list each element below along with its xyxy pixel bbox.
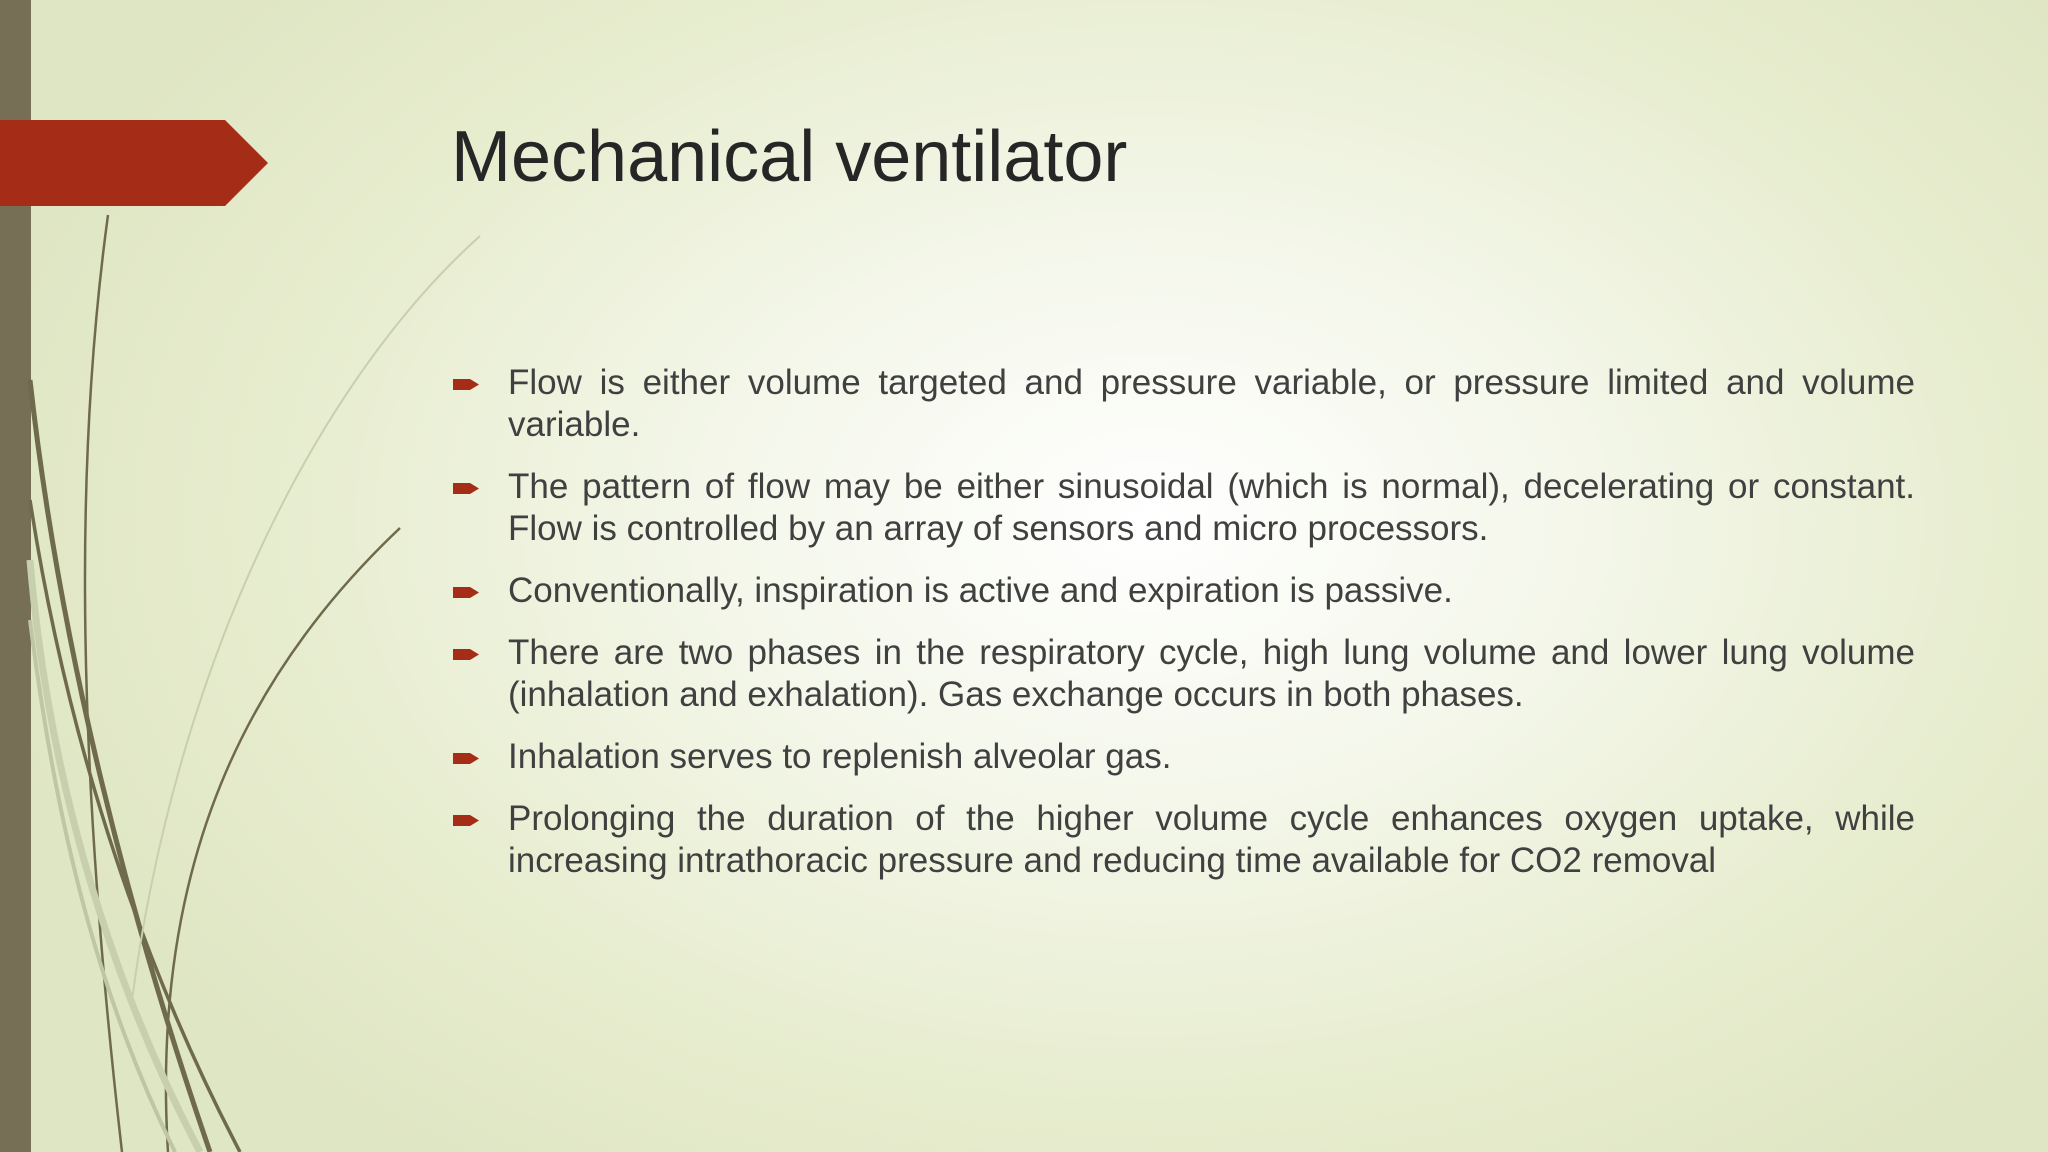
bullet-item bbox=[451, 798, 1915, 882]
bullet-text: Conventionally, inspiration is active and expiration is passive. bbox=[508, 571, 1453, 610]
bullet-item bbox=[451, 362, 1915, 446]
arrow-right-icon bbox=[453, 750, 481, 767]
bullet-text: There are two phases in the respiratory cycle, high lung volume and lower lung volume (inhalation and exhalation). Gas exchange occurs in both phases. bbox=[508, 633, 1915, 714]
slide-title: Mechanical ventilator bbox=[451, 117, 1128, 197]
arrow-right-icon bbox=[453, 646, 481, 663]
bullet-text: The pattern of flow may be either sinusoidal (which is normal), decelerating or constant. Flow is controlled by an array of sensors and micro processors. bbox=[508, 467, 1915, 548]
arrow-right-icon bbox=[453, 376, 481, 393]
arrow-right-icon bbox=[453, 584, 481, 601]
bullet-text: Prolonging the duration of the higher volume cycle enhances oxygen uptake, while increasing intrathoracic pressure and reducing time available for CO2 removal bbox=[508, 799, 1915, 880]
bullet-item bbox=[451, 466, 1915, 550]
bullet-text: Flow is either volume targeted and pressure variable, or pressure limited and volume variable. bbox=[508, 363, 1915, 444]
bullet-item bbox=[451, 570, 1915, 612]
bullet-list bbox=[451, 362, 1915, 902]
bullet-item bbox=[451, 632, 1915, 716]
bullet-item bbox=[451, 736, 1915, 778]
title-accent-tab bbox=[0, 120, 268, 206]
arrow-right-icon bbox=[453, 480, 481, 497]
arrow-right-icon bbox=[453, 812, 481, 829]
bullet-text: Inhalation serves to replenish alveolar gas. bbox=[508, 737, 1172, 776]
